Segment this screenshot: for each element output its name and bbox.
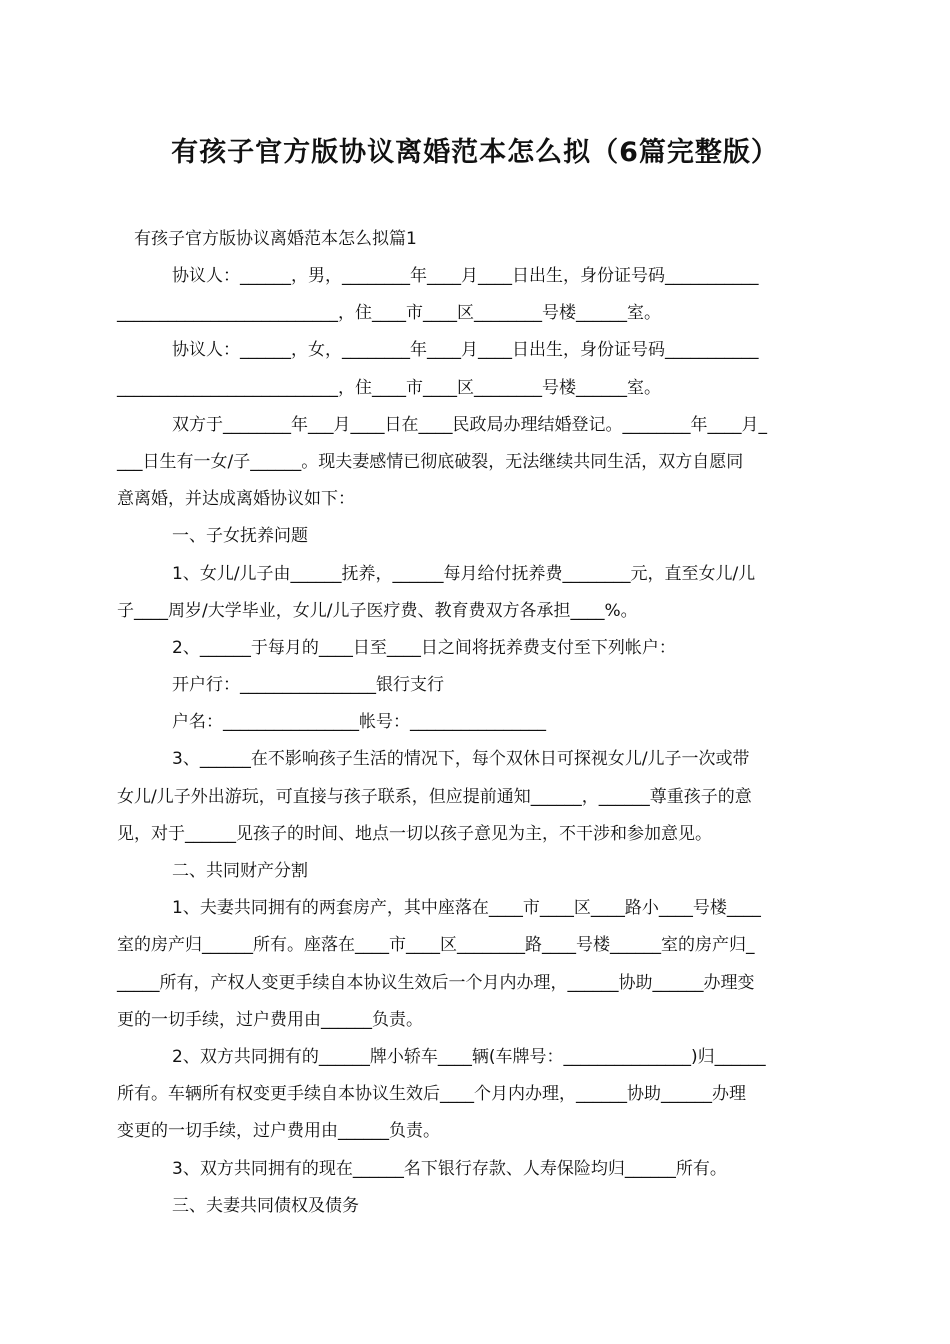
paragraph-line: 见，对于______见孩子的时间、地点一切以孩子意见为主，不干涉和参加意见。 <box>117 823 712 844</box>
document-body <box>117 258 837 1225</box>
paragraph-line: 1、夫妻共同拥有的两套房产，其中座落在____市____区____路小____号楼____ <box>172 898 761 919</box>
paragraph-line: 意离婚，并达成离婚协议如下： <box>117 489 355 510</box>
paragraph-line: 更的一切手续，过户费用由______负责。 <box>117 1009 423 1030</box>
paragraph-line: 子____周岁/大学毕业，女儿/儿子医疗费、教育费双方各承担____%。 <box>117 600 638 621</box>
paragraph-line: 室的房产归______所有。座落在____市____区________路____号楼______室的房产归_ <box>117 935 755 956</box>
paragraph-line: 所有。车辆所有权变更手续自本协议生效后____个月内办理，______协助______办理 <box>117 1084 746 1105</box>
paragraph-line: 3、______在不影响孩子生活的情况下，每个双休日可探视女儿/儿子一次或带 <box>172 749 750 770</box>
section-heading: 二、共同财产分割 <box>172 861 308 881</box>
section-heading: 有孩子官方版协议离婚范本怎么拟篇1 <box>134 229 417 249</box>
paragraph-line: 3、双方共同拥有的现在______名下银行存款、人寿保险均归______所有。 <box>172 1158 727 1179</box>
paragraph-line: __________________________，住____市____区________号楼______室。 <box>117 377 661 398</box>
paragraph-line: 变更的一切手续，过户费用由______负责。 <box>117 1121 440 1142</box>
paragraph-line: 女儿/儿子外出游玩，可直接与孩子联系，但应提前通知______，______尊重孩子的意 <box>117 786 752 807</box>
paragraph-line: 开户行：________________银行支行 <box>172 675 444 696</box>
paragraph-line: 双方于________年___月____日在____民政局办理结婚登记。________年____月_ <box>172 414 767 435</box>
paragraph-line: ___日生有一女/子______。现夫妻感情已彻底破裂，无法继续共同生活，双方自愿同 <box>117 451 744 472</box>
paragraph-line: 2、______于每月的____日至____日之间将抚养费支付至下列帐户： <box>172 637 676 658</box>
section-heading: 三、夫妻共同债权及债务 <box>172 1195 359 1216</box>
paragraph-line: 1、女儿/儿子由______抚养，______每月给付抚养费________元，直至女儿/儿 <box>172 563 756 584</box>
paragraph-line: __________________________，住____市____区________号楼______室。 <box>117 303 661 324</box>
paragraph-line: 协议人：______，女，________年____月____日出生，身份证号码___________ <box>172 340 759 361</box>
paragraph-line: 协议人：______，男，________年____月____日出生，身份证号码___________ <box>172 266 759 286</box>
document-title: 有孩子官方版协议离婚范本怎么拟（6篇完整版） <box>171 137 779 168</box>
paragraph-line: _____所有，产权人变更手续自本协议生效后一个月内办理，______协助______办理变 <box>117 972 755 993</box>
paragraph-line: 户名：________________帐号：________________ <box>172 712 546 733</box>
section-heading: 一、子女抚养问题 <box>172 526 308 547</box>
paragraph-line: 2、双方共同拥有的______牌小轿车____辆(车牌号：_______________)归______ <box>172 1046 766 1067</box>
